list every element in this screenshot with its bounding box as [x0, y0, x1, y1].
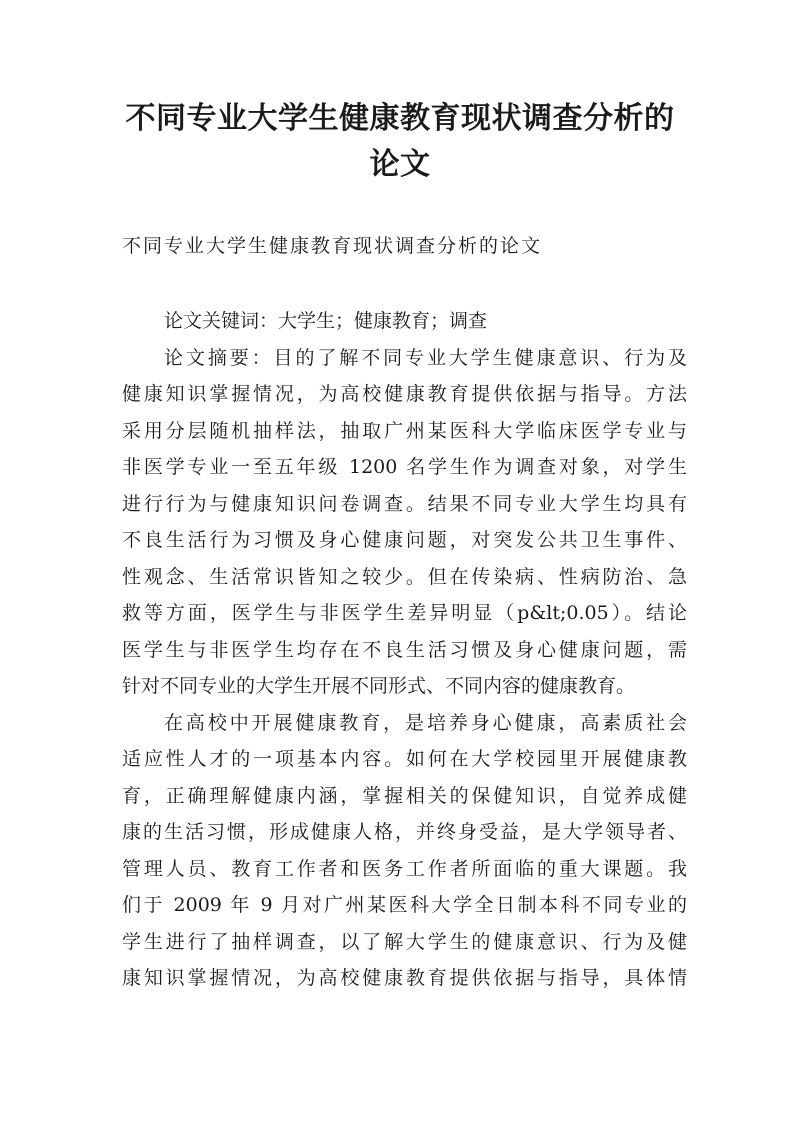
paragraph-line: 管理人员、教育工作者和医务工作者所面临的重大课题。我: [122, 857, 687, 880]
title-line-1: 不同专业大学生健康教育现状调查分析的: [125, 101, 675, 136]
abstract-line: 救等方面，医学生与非医学生差异明显（p&lt;0.05）。结论: [122, 602, 687, 624]
paragraph-line: 育，正确理解健康内涵，掌握相关的保健知识，自觉养成健: [122, 784, 687, 807]
paragraph-line: 学生进行了抽样调查，以了解大学生的健康意识、行为及健: [122, 930, 687, 953]
paragraph-line: 康知识掌握情况，为高校健康教育提供依据与指导，具体情: [122, 967, 687, 989]
abstract-line: 性观念、生活常识皆知之较少。但在传染病、性病防治、急: [122, 565, 687, 588]
paragraph-line: 康的生活习惯，形成健康人格，并终身受益，是大学领导者、: [122, 821, 687, 843]
paragraph-line: 在高校中开展健康教育，是培养身心健康，高素质社会: [164, 711, 687, 734]
abstract-line: 非医学专业一至五年级 1200 名学生作为调查对象，对学生: [122, 456, 687, 478]
abstract-line: 不良生活行为习惯及身心健康问题，对突发公共卫生事件、: [122, 529, 687, 551]
abstract-line: 进行行为与健康知识问卷调查。结果不同专业大学生均具有: [122, 492, 687, 515]
abstract-line: 医学生与非医学生均存在不良生活习惯及身心健康问题，需: [122, 638, 687, 661]
abstract-line: 论文摘要：目的了解不同专业大学生健康意识、行为及: [164, 346, 687, 369]
document-subtitle: 不同专业大学生健康教育现状调查分析的论文: [122, 235, 543, 257]
title-line-2: 论文: [369, 147, 431, 182]
abstract-line: 采用分层随机抽样法，抽取广州某医科大学临床医学专业与: [122, 419, 687, 442]
document-title: [100, 96, 700, 188]
keywords-line: 论文关键词：大学生；健康教育；调查: [164, 310, 488, 332]
paragraph-line: 们于 2009 年 9 月对广州某医科大学全日制本科不同专业的: [122, 894, 687, 916]
document-body: [122, 303, 687, 997]
paragraph-line: 适应性人才的一项基本内容。如何在大学校园里开展健康教: [122, 748, 687, 770]
abstract-line: 健康知识掌握情况，为高校健康教育提供依据与指导。方法: [122, 383, 687, 405]
abstract-line: 针对不同专业的大学生开展不同形式、不同内容的健康教育。: [122, 675, 636, 697]
